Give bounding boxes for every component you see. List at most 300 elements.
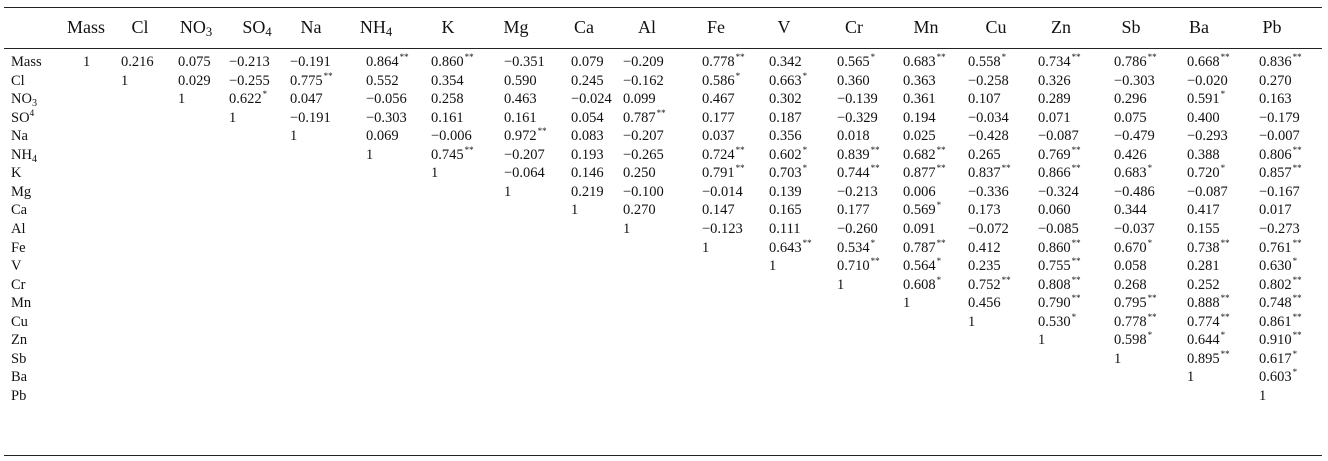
table-cell bbox=[1187, 146, 1220, 164]
table-cell-text: 0.075 bbox=[178, 54, 211, 70]
table-cell-text: −0.191 bbox=[290, 54, 331, 70]
table-cell-text: 0.791 bbox=[702, 165, 735, 182]
significance-marker: ** bbox=[1220, 348, 1230, 359]
table-cell-text: 0.388 bbox=[1187, 146, 1220, 163]
row-label bbox=[11, 276, 26, 294]
significance-marker: ** bbox=[1147, 52, 1157, 62]
column-header-ca bbox=[574, 16, 594, 38]
table-cell-text: 0.363 bbox=[903, 72, 936, 89]
column-header-cu bbox=[985, 16, 1006, 38]
table-cell bbox=[623, 53, 664, 71]
table-cell bbox=[1114, 257, 1147, 275]
significance-marker: ** bbox=[1220, 237, 1230, 248]
table-cell-text: 1 bbox=[837, 276, 845, 293]
table-cell-text: −0.293 bbox=[1187, 128, 1228, 145]
table-cell bbox=[903, 294, 910, 312]
significance-marker: ** bbox=[735, 144, 745, 155]
table-cell-text: 0.866 bbox=[1038, 165, 1071, 182]
table-cell bbox=[1187, 257, 1220, 275]
table-cell bbox=[837, 257, 880, 275]
table-cell bbox=[702, 72, 740, 90]
table-cell-text: 0.590 bbox=[504, 72, 537, 89]
row-label-text: Mg bbox=[11, 183, 32, 200]
row-label-text: Fe bbox=[11, 239, 26, 256]
table-cell-text: 0.289 bbox=[1038, 91, 1071, 108]
column-header-ba-text: Ba bbox=[1189, 17, 1209, 37]
table-cell-text: 0.426 bbox=[1114, 146, 1147, 163]
table-cell bbox=[571, 90, 612, 108]
table-cell bbox=[290, 72, 333, 90]
table-cell-text: 0.552 bbox=[366, 72, 399, 89]
column-header-mass bbox=[67, 16, 105, 38]
significance-marker: ** bbox=[870, 256, 880, 267]
table-cell bbox=[1187, 331, 1225, 349]
significance-marker: ** bbox=[537, 126, 547, 137]
column-header-subscript: 4 bbox=[385, 25, 393, 39]
table-cell-text: −0.191 bbox=[290, 109, 331, 126]
table-cell bbox=[1114, 313, 1157, 331]
table-cell-text: 0.569 bbox=[903, 202, 936, 219]
table-cell bbox=[623, 220, 630, 238]
row-label-superscript: 4 bbox=[29, 108, 35, 119]
table-cell-text: 0.861 bbox=[1259, 313, 1292, 330]
table-cell bbox=[623, 90, 656, 108]
table-cell bbox=[837, 146, 880, 164]
significance-marker: * bbox=[1220, 330, 1226, 341]
table-cell bbox=[1259, 127, 1300, 145]
table-cell bbox=[504, 127, 547, 145]
row-label-text: NH bbox=[11, 146, 32, 163]
column-header-al bbox=[638, 16, 656, 38]
table-cell-text: −0.209 bbox=[623, 54, 664, 70]
table-cell bbox=[968, 53, 1006, 71]
row-label bbox=[11, 220, 26, 238]
significance-marker: * bbox=[1147, 237, 1153, 248]
table-cell-text: 0.265 bbox=[968, 146, 1001, 163]
table-cell bbox=[903, 239, 946, 257]
table-cell-text: 0.888 bbox=[1187, 295, 1220, 312]
table-cell-text: 0.682 bbox=[903, 146, 936, 163]
row-label bbox=[11, 183, 31, 201]
row-label-text: Pb bbox=[11, 387, 27, 404]
table-cell-text: −0.087 bbox=[1038, 128, 1079, 145]
table-cell-text: 0.037 bbox=[702, 128, 735, 145]
table-cell bbox=[837, 53, 875, 71]
table-cell-text: −0.303 bbox=[366, 109, 407, 126]
table-bottom-rule bbox=[4, 455, 1322, 456]
table-cell bbox=[837, 183, 878, 201]
table-cell bbox=[903, 109, 936, 127]
table-cell-text: 0.467 bbox=[702, 91, 735, 108]
table-cell-text: −0.486 bbox=[1114, 183, 1155, 200]
table-cell bbox=[968, 127, 1009, 145]
table-cell-text: 0.187 bbox=[769, 109, 802, 126]
table-cell bbox=[504, 53, 545, 71]
row-label bbox=[11, 331, 27, 349]
column-header-ca-text: Ca bbox=[574, 17, 594, 37]
table-cell bbox=[1038, 220, 1079, 238]
table-cell bbox=[366, 90, 407, 108]
table-cell bbox=[968, 183, 1009, 201]
table-cell bbox=[1038, 276, 1081, 294]
table-cell-text: 1 bbox=[83, 54, 91, 70]
column-header-nh4-text: NH bbox=[359, 17, 386, 37]
table-cell bbox=[1038, 239, 1081, 257]
table-cell bbox=[1114, 239, 1152, 257]
significance-marker: ** bbox=[1292, 237, 1302, 248]
table-cell-text: 1 bbox=[702, 239, 710, 256]
table-cell bbox=[366, 127, 399, 145]
table-cell bbox=[1114, 164, 1152, 182]
table-cell bbox=[1187, 276, 1220, 294]
table-cell-text: 0.071 bbox=[1038, 109, 1071, 126]
table-cell bbox=[1259, 350, 1297, 368]
table-cell bbox=[1259, 313, 1302, 331]
table-cell bbox=[837, 72, 870, 90]
row-label bbox=[11, 109, 34, 127]
significance-marker: ** bbox=[1292, 311, 1302, 322]
table-cell bbox=[769, 109, 802, 127]
table-cell bbox=[702, 53, 745, 71]
table-cell-text: 0.745 bbox=[431, 146, 464, 163]
table-cell-text: 0.270 bbox=[623, 202, 656, 219]
table-cell-text: 0.060 bbox=[1038, 202, 1071, 219]
table-cell-text: 0.565 bbox=[837, 54, 870, 70]
table-cell bbox=[903, 146, 946, 164]
table-cell bbox=[903, 72, 936, 90]
table-cell bbox=[571, 201, 578, 219]
table-cell-text: 0.755 bbox=[1038, 258, 1071, 275]
row-label-text: Sb bbox=[11, 350, 27, 367]
significance-marker: ** bbox=[656, 107, 666, 118]
table-cell-text: 0.769 bbox=[1038, 146, 1071, 163]
table-cell-text: 0.591 bbox=[1187, 91, 1220, 108]
table-cell bbox=[623, 109, 666, 127]
significance-marker: ** bbox=[1292, 163, 1302, 174]
table-cell bbox=[229, 53, 270, 71]
table-cell-text: 0.877 bbox=[903, 165, 936, 182]
table-cell-text: 0.456 bbox=[968, 295, 1001, 312]
row-label-text: NO bbox=[11, 91, 32, 108]
table-cell bbox=[1187, 72, 1228, 90]
table-cell bbox=[769, 53, 802, 71]
table-cell bbox=[1259, 368, 1297, 386]
table-cell-text: 0.400 bbox=[1187, 109, 1220, 126]
significance-marker: ** bbox=[1292, 293, 1302, 304]
significance-marker: ** bbox=[399, 52, 409, 62]
significance-marker: * bbox=[802, 144, 808, 155]
column-header-cl-text: Cl bbox=[131, 17, 149, 37]
table-cell bbox=[968, 201, 1001, 219]
table-cell-text: −0.179 bbox=[1259, 109, 1300, 126]
table-cell-text: 1 bbox=[366, 146, 374, 163]
significance-marker: ** bbox=[1292, 52, 1302, 62]
row-label-text: Cr bbox=[11, 276, 26, 293]
table-cell-text: 0.748 bbox=[1259, 295, 1292, 312]
table-cell-text: 0.752 bbox=[968, 276, 1001, 293]
table-cell bbox=[1259, 294, 1302, 312]
column-header-al-text: Al bbox=[638, 17, 656, 37]
table-cell-text: 0.146 bbox=[571, 165, 604, 182]
table-cell-text: 0.703 bbox=[769, 165, 802, 182]
table-cell-text: 1 bbox=[1259, 387, 1267, 404]
significance-marker: * bbox=[802, 70, 808, 81]
table-cell-text: 1 bbox=[431, 165, 439, 182]
table-cell bbox=[366, 72, 399, 90]
table-cell bbox=[504, 183, 511, 201]
column-header-cr bbox=[845, 16, 863, 38]
table-cell-text: 1 bbox=[903, 295, 911, 312]
table-cell bbox=[837, 109, 878, 127]
significance-marker: * bbox=[735, 70, 741, 81]
table-cell bbox=[769, 164, 807, 182]
table-cell-text: −0.428 bbox=[968, 128, 1009, 145]
table-cell bbox=[1038, 164, 1081, 182]
table-cell bbox=[1259, 257, 1297, 275]
column-header-so4 bbox=[242, 16, 271, 38]
significance-marker: ** bbox=[735, 52, 745, 62]
table-cell-text: −0.087 bbox=[1187, 183, 1228, 200]
row-label-text: Al bbox=[11, 220, 26, 237]
table-cell-text: 0.463 bbox=[504, 91, 537, 108]
table-cell bbox=[504, 146, 545, 164]
table-cell-text: 0.806 bbox=[1259, 146, 1292, 163]
row-label bbox=[11, 257, 21, 275]
table-cell-text: 0.025 bbox=[903, 128, 936, 145]
table-cell-text: 0.787 bbox=[623, 109, 656, 126]
column-header-sb-text: Sb bbox=[1121, 17, 1141, 37]
table-cell bbox=[1259, 53, 1302, 71]
table-cell bbox=[1187, 127, 1228, 145]
table-cell bbox=[229, 109, 236, 127]
table-cell bbox=[1187, 294, 1230, 312]
table-cell bbox=[431, 146, 474, 164]
table-cell-text: 0.326 bbox=[1038, 72, 1071, 89]
table-cell bbox=[702, 239, 709, 257]
table-cell bbox=[623, 201, 656, 219]
table-cell bbox=[1038, 183, 1079, 201]
significance-marker: * bbox=[1220, 89, 1226, 100]
table-cell-text: 0.598 bbox=[1114, 332, 1147, 349]
table-cell-text: 0.910 bbox=[1259, 332, 1292, 349]
significance-marker: * bbox=[1292, 256, 1298, 267]
table-cell-text: 0.837 bbox=[968, 165, 1001, 182]
table-cell-text: 1 bbox=[290, 128, 298, 145]
table-cell bbox=[431, 109, 464, 127]
table-cell bbox=[837, 90, 878, 108]
table-cell bbox=[623, 183, 664, 201]
table-cell-text: 1 bbox=[504, 183, 512, 200]
table-cell bbox=[1187, 164, 1225, 182]
table-cell-text: 0.534 bbox=[837, 239, 870, 256]
column-header-nh4 bbox=[360, 16, 392, 38]
table-cell-text: 1 bbox=[1187, 369, 1195, 386]
table-cell bbox=[366, 109, 407, 127]
column-header-fe-text: Fe bbox=[707, 17, 725, 37]
table-cell bbox=[1259, 331, 1302, 349]
table-cell bbox=[504, 164, 545, 182]
significance-marker: * bbox=[1001, 52, 1007, 62]
column-header-subscript: 3 bbox=[205, 25, 213, 39]
table-cell bbox=[1259, 276, 1302, 294]
table-cell-text: 0.147 bbox=[702, 202, 735, 219]
table-cell bbox=[1038, 109, 1071, 127]
table-cell-text: −0.167 bbox=[1259, 183, 1300, 200]
table-cell-text: 0.586 bbox=[702, 72, 735, 89]
table-cell bbox=[702, 90, 735, 108]
table-cell-text: 0.643 bbox=[769, 239, 802, 256]
table-cell-text: 0.281 bbox=[1187, 258, 1220, 275]
table-cell-text: 0.029 bbox=[178, 72, 211, 89]
table-cell bbox=[1187, 368, 1194, 386]
table-cell-text: −0.207 bbox=[623, 128, 664, 145]
table-cell bbox=[968, 109, 1009, 127]
table-cell bbox=[769, 183, 802, 201]
table-cell-text: 0.734 bbox=[1038, 54, 1071, 70]
table-cell-text: 0.165 bbox=[769, 202, 802, 219]
column-header-subscript: 4 bbox=[265, 25, 272, 39]
table-cell bbox=[1114, 109, 1147, 127]
table-cell bbox=[968, 257, 1001, 275]
table-cell bbox=[769, 239, 812, 257]
table-cell-text: 0.017 bbox=[1259, 202, 1292, 219]
table-cell bbox=[1114, 350, 1121, 368]
row-label bbox=[11, 350, 26, 368]
table-cell bbox=[837, 239, 875, 257]
table-cell bbox=[571, 127, 604, 145]
table-cell-text: 0.602 bbox=[769, 146, 802, 163]
table-cell-text: −0.255 bbox=[229, 72, 270, 89]
table-cell-text: 0.161 bbox=[504, 109, 537, 126]
table-cell bbox=[431, 127, 472, 145]
table-cell bbox=[431, 72, 464, 90]
table-cell-text: 0.245 bbox=[571, 72, 604, 89]
table-cell bbox=[702, 201, 735, 219]
column-header-ba bbox=[1189, 16, 1209, 38]
table-cell bbox=[903, 220, 936, 238]
table-cell bbox=[571, 109, 604, 127]
table-cell-text: 1 bbox=[571, 202, 579, 219]
table-cell bbox=[968, 90, 1001, 108]
table-cell bbox=[431, 53, 474, 71]
row-label-text: Ca bbox=[11, 202, 28, 219]
table-cell bbox=[1114, 183, 1155, 201]
table-cell-text: 0.177 bbox=[837, 202, 870, 219]
table-cell-text: 0.795 bbox=[1114, 295, 1147, 312]
column-header-cu-text: Cu bbox=[985, 17, 1007, 37]
table-cell bbox=[1187, 350, 1230, 368]
table-cell bbox=[571, 72, 604, 90]
table-cell bbox=[903, 127, 936, 145]
row-label-text: Zn bbox=[11, 332, 28, 349]
table-cell-text: 0.177 bbox=[702, 109, 735, 126]
significance-marker: ** bbox=[464, 52, 474, 62]
table-cell-text: 0.710 bbox=[837, 258, 870, 275]
table-cell-text: −0.056 bbox=[366, 91, 407, 108]
table-cell-text: 0.099 bbox=[623, 91, 656, 108]
table-cell bbox=[1187, 220, 1220, 238]
table-cell bbox=[571, 164, 604, 182]
table-cell bbox=[121, 53, 154, 71]
table-cell-text: 0.802 bbox=[1259, 276, 1292, 293]
table-cell bbox=[366, 146, 373, 164]
table-cell-text: 0.219 bbox=[571, 183, 604, 200]
table-cell-text: 0.790 bbox=[1038, 295, 1071, 312]
significance-marker: ** bbox=[936, 144, 946, 155]
table-cell-text: 0.173 bbox=[968, 202, 1001, 219]
table-cell-text: 0.361 bbox=[903, 91, 936, 108]
table-cell-text: −0.064 bbox=[504, 165, 545, 182]
table-cell bbox=[903, 53, 946, 71]
row-label-text: K bbox=[11, 165, 22, 182]
row-label bbox=[11, 387, 26, 405]
table-cell bbox=[366, 53, 409, 71]
table-cell-text: −0.034 bbox=[968, 109, 1009, 126]
table-cell bbox=[431, 164, 438, 182]
table-cell-text: 0.194 bbox=[903, 109, 936, 126]
significance-marker: * bbox=[802, 163, 808, 174]
significance-marker: ** bbox=[1071, 163, 1081, 174]
table-cell bbox=[968, 164, 1011, 182]
table-cell bbox=[1187, 313, 1230, 331]
table-cell bbox=[290, 53, 331, 71]
column-header-zn bbox=[1051, 16, 1071, 38]
table-cell-text: 0.558 bbox=[968, 54, 1001, 70]
significance-marker: ** bbox=[1001, 274, 1011, 285]
table-cell-text: 0.069 bbox=[366, 128, 399, 145]
table-cell-text: 0.724 bbox=[702, 146, 735, 163]
table-cell-text: −0.007 bbox=[1259, 128, 1300, 145]
row-label bbox=[11, 127, 28, 145]
table-cell-text: −0.072 bbox=[968, 220, 1009, 237]
table-cell bbox=[1259, 220, 1300, 238]
significance-marker: ** bbox=[1071, 52, 1081, 62]
table-cell bbox=[1259, 90, 1292, 108]
significance-marker: ** bbox=[735, 163, 745, 174]
table-cell bbox=[1259, 239, 1302, 257]
table-cell bbox=[1187, 90, 1225, 108]
table-cell bbox=[290, 127, 297, 145]
column-header-mg bbox=[503, 16, 528, 38]
table-cell-text: 0.663 bbox=[769, 72, 802, 89]
table-cell-text: −0.123 bbox=[702, 220, 743, 237]
row-label bbox=[11, 72, 25, 90]
table-cell bbox=[1187, 53, 1230, 71]
table-cell-text: −0.006 bbox=[431, 128, 472, 145]
table-cell-text: −0.020 bbox=[1187, 72, 1228, 89]
table-cell bbox=[1259, 72, 1292, 90]
table-cell-text: 0.252 bbox=[1187, 276, 1220, 293]
table-cell bbox=[1114, 331, 1152, 349]
table-cell-text: 0.630 bbox=[1259, 258, 1292, 275]
table-cell bbox=[769, 220, 801, 238]
table-cell-text: 0.270 bbox=[1259, 72, 1292, 89]
table-cell-text: 0.778 bbox=[702, 54, 735, 70]
column-header-fe bbox=[707, 16, 725, 38]
row-label-text: Mass bbox=[11, 54, 42, 70]
significance-marker: ** bbox=[1071, 274, 1081, 285]
table-cell-text: 0.860 bbox=[431, 54, 464, 70]
table-cell bbox=[903, 183, 936, 201]
table-cell bbox=[623, 127, 664, 145]
table-cell bbox=[290, 90, 323, 108]
significance-marker: ** bbox=[1220, 311, 1230, 322]
table-cell-text: 0.564 bbox=[903, 258, 936, 275]
table-cell-text: 0.356 bbox=[769, 128, 802, 145]
table-cell-text: 0.054 bbox=[571, 109, 604, 126]
table-cell-text: 0.360 bbox=[837, 72, 870, 89]
table-cell-text: −0.139 bbox=[837, 91, 878, 108]
